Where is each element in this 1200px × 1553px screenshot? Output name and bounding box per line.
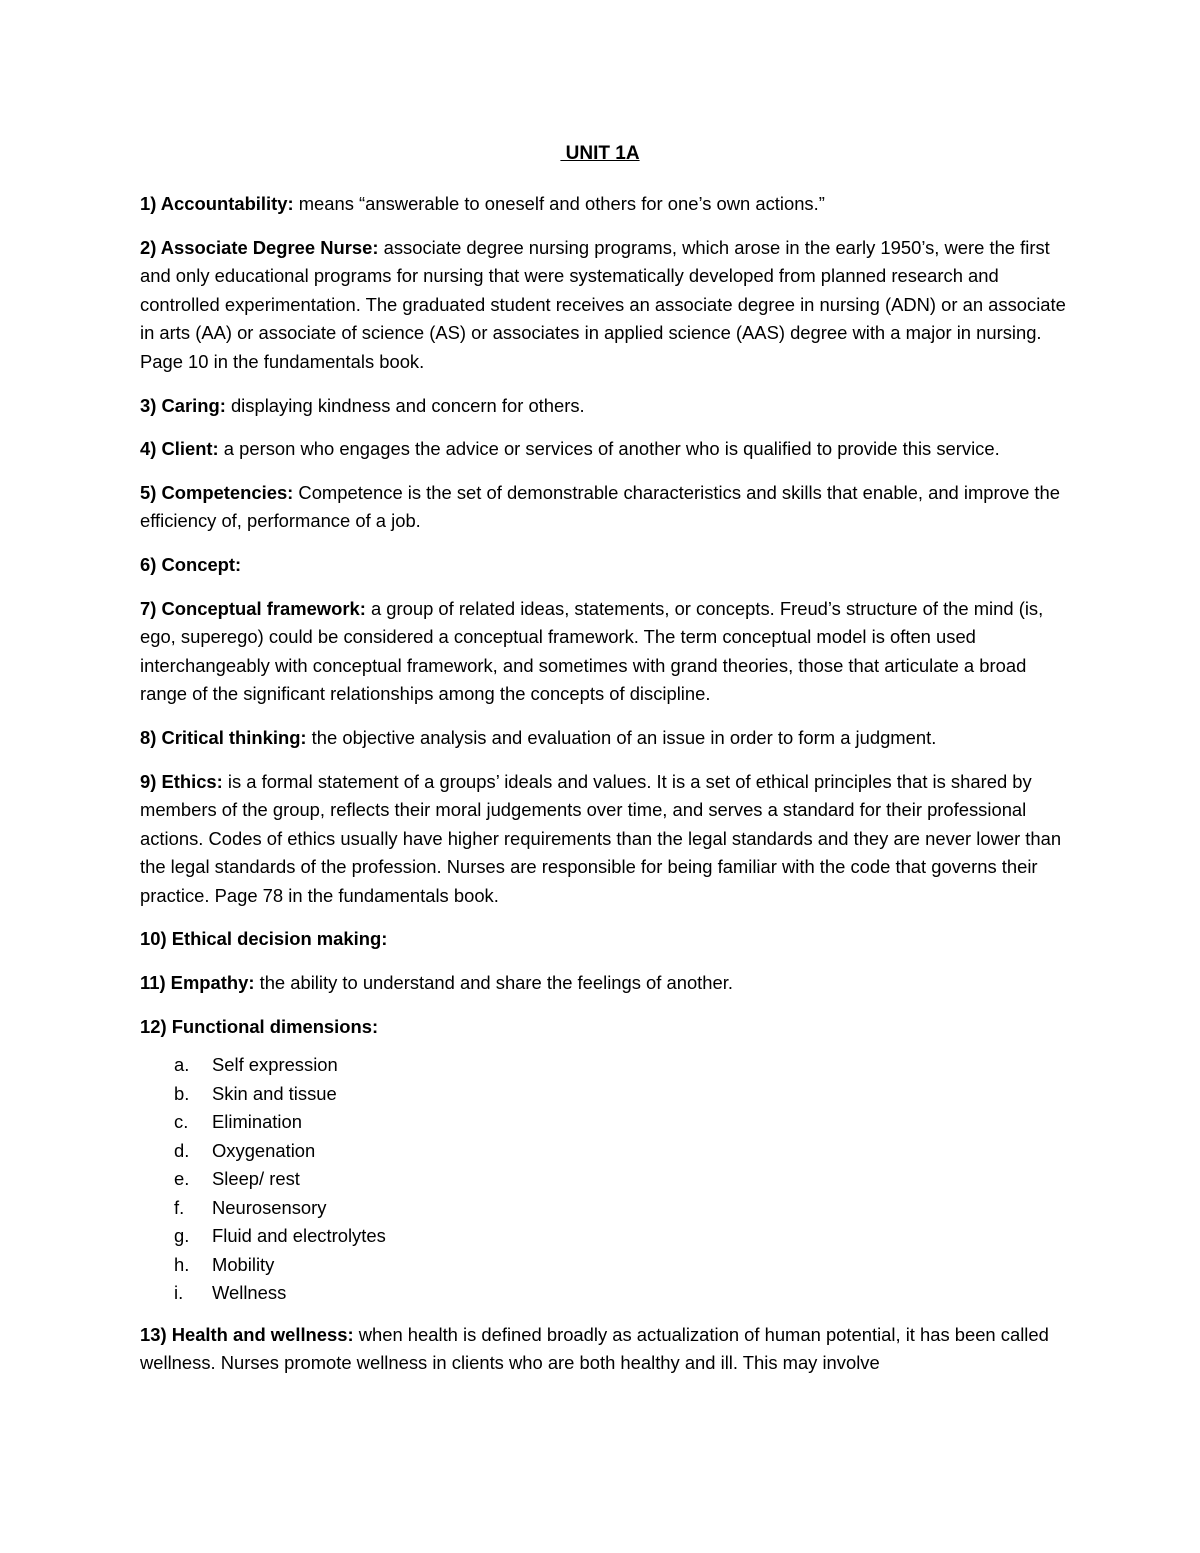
list-item (140, 1051, 1070, 1080)
list-marker: g. (174, 1225, 190, 1247)
list-marker: a. (174, 1054, 190, 1076)
term: 4) Client: (140, 438, 219, 460)
definition-text: displaying kindness and concern for others. (225, 394, 585, 416)
list-item-label: Sleep/ rest (212, 1168, 300, 1190)
definition-competencies (140, 479, 1070, 536)
term: 8) Critical thinking: (140, 726, 307, 748)
list-item (140, 1279, 1070, 1308)
definition-functional-dimensions (140, 1013, 1070, 1042)
definition-empathy (140, 969, 1070, 998)
definition-critical-thinking (140, 724, 1070, 753)
list-item-label: Mobility (212, 1253, 275, 1275)
definition-text: is a formal statement of a groups’ ideals and values. It is a set of ethical principles that is shared by members of the group, reflects their moral judgements over time, and serves a standard for their professional actions. Codes of ethics usually have higher requirements than the legal standards and they are never lower than the legal standards of the profession. Nurses are responsible for being familiar with the code that governs their practice. Page 78 in the fundamentals book. (140, 770, 1062, 906)
list-item (140, 1222, 1070, 1251)
definition-text: Competence is the set of demonstrable characteristics and skills that enable, and improve the efficiency of, performance of a job. (140, 481, 1060, 532)
term: 3) Caring: (140, 394, 226, 416)
list-item-label: Elimination (212, 1111, 302, 1133)
term: 2) Associate Degree Nurse: (140, 236, 379, 258)
list-marker: e. (174, 1168, 190, 1190)
definition-ethics (140, 768, 1070, 911)
list-marker: c. (174, 1111, 189, 1133)
list-item (140, 1251, 1070, 1280)
term: 7) Conceptual framework: (140, 597, 366, 619)
functional-dimensions-list (140, 1051, 1070, 1308)
definition-text: the ability to understand and share the feelings of another. (254, 972, 733, 994)
definition-text: associate degree nursing programs, which arose in the early 1950’s, were the first and only educational programs for nursing that were systematically developed from planned research and controlled experimentation. The graduated student receives an associate degree in nursing (ADN) or an associate in arts (AA) or associate of science (AS) or associates in applied science (AAS) degree with a major in nursing. Page 10 in the fundamentals book. (140, 236, 1066, 372)
list-item (140, 1108, 1070, 1137)
definition-ethical-decision-making (140, 925, 1070, 954)
list-marker: d. (174, 1139, 190, 1161)
term: 6) Concept: (140, 553, 242, 575)
term: 13) Health and wellness: (140, 1323, 354, 1345)
list-item-label: Skin and tissue (212, 1082, 337, 1104)
definition-text: a person who engages the advice or services of another who is qualified to provide this service. (218, 438, 1000, 460)
list-marker: f. (174, 1196, 185, 1218)
list-marker: i. (174, 1282, 184, 1304)
term: 9) Ethics: (140, 770, 223, 792)
term: 10) Ethical decision making: (140, 928, 388, 950)
list-item (140, 1165, 1070, 1194)
definition-associate-degree-nurse (140, 234, 1070, 377)
definition-text: the objective analysis and evaluation of an issue in order to form a judgment. (306, 726, 937, 748)
list-marker: b. (174, 1082, 190, 1104)
term: 5) Competencies: (140, 481, 294, 503)
definition-conceptual-framework (140, 595, 1070, 709)
list-item-label: Fluid and electrolytes (212, 1225, 386, 1247)
definition-caring (140, 392, 1070, 421)
list-item (140, 1137, 1070, 1166)
list-item-label: Self expression (212, 1054, 338, 1076)
definition-text: means “answerable to oneself and others for one’s own actions.” (293, 193, 825, 214)
document-body (140, 190, 1070, 1393)
list-item-label: Neurosensory (212, 1196, 327, 1218)
term: 11) Empathy: (140, 972, 255, 994)
definition-health-and-wellness (140, 1321, 1070, 1378)
list-item-label: Wellness (212, 1282, 287, 1304)
page-title: UNIT 1A (560, 143, 640, 164)
list-item (140, 1080, 1070, 1109)
term: 1) Accountability: (140, 193, 294, 214)
list-marker: h. (174, 1253, 190, 1275)
list-item-label: Oxygenation (212, 1139, 316, 1161)
list-item (140, 1194, 1070, 1223)
definition-accountability (140, 190, 1070, 219)
definition-concept (140, 551, 1070, 580)
definition-client (140, 435, 1070, 464)
term: 12) Functional dimensions: (140, 1015, 379, 1037)
definition-text: a group of related ideas, statements, or concepts. Freud’s structure of the mind (is, ego, superego) could be considered a conceptual framework. The term conceptual model is often used interchangeably with conceptual framework, and sometimes with grand theories, those that articulate a broad range of the significant relationships among the concepts of discipline. (140, 597, 1044, 705)
definition-text: when health is defined broadly as actualization of human potential, it has been called wellness. Nurses promote wellness in clients who are both healthy and ill. This may involve (140, 1323, 1049, 1374)
